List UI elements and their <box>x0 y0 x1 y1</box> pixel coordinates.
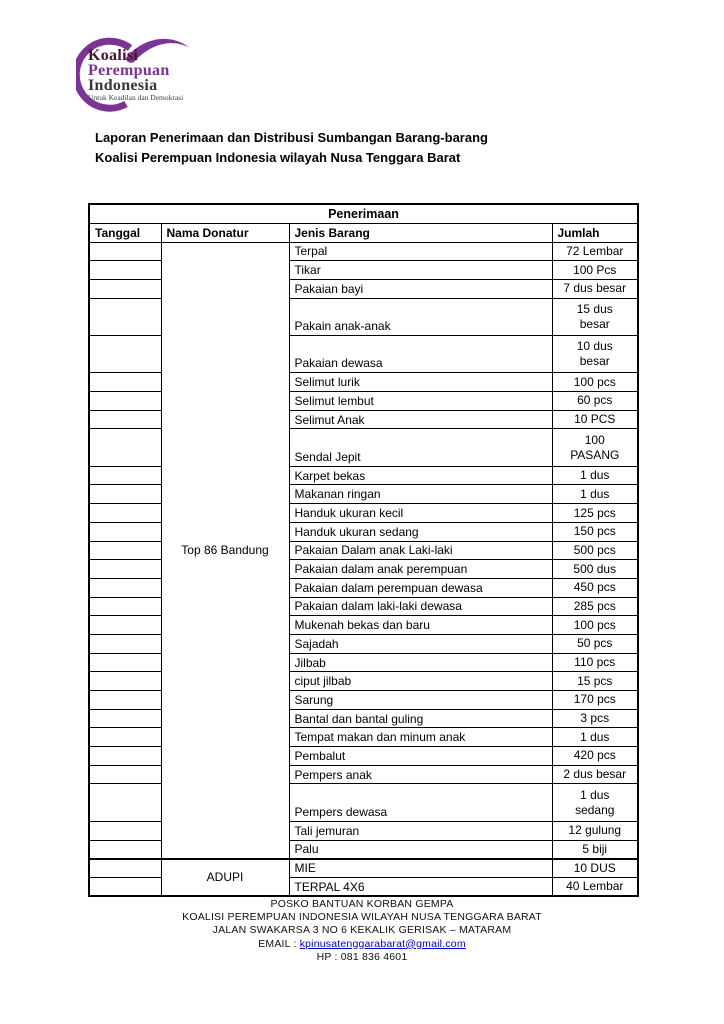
qty-cell: 15 pcs <box>552 672 638 691</box>
tanggal-cell <box>89 541 161 560</box>
item-cell: Makanan ringan <box>289 485 552 504</box>
item-cell: Sendal Jepit <box>289 429 552 466</box>
qty-cell: 100 Pcs <box>552 261 638 280</box>
tanggal-cell <box>89 373 161 392</box>
footer-posko-line: POSKO BANTUAN KORBAN GEMPA <box>270 898 454 910</box>
qty-cell: 100 PASANG <box>552 429 638 466</box>
tanggal-cell <box>89 747 161 766</box>
tanggal-cell <box>89 672 161 691</box>
item-cell: Pembalut <box>289 747 552 766</box>
receipts-table-container <box>88 203 639 897</box>
qty-cell: 170 pcs <box>552 691 638 710</box>
item-cell: MIE <box>289 859 552 878</box>
tanggal-cell <box>89 859 161 878</box>
qty-cell: 500 dus <box>552 560 638 579</box>
item-cell: Sajadah <box>289 634 552 653</box>
tanggal-cell <box>89 728 161 747</box>
tanggal-cell <box>89 279 161 298</box>
tanggal-cell <box>89 335 161 372</box>
item-cell: Pakaian dalam perempuan dewasa <box>289 578 552 597</box>
item-cell: Pakaian bayi <box>289 279 552 298</box>
logo-word-koalisi: Koalisi <box>88 47 139 64</box>
item-cell: TERPAL 4X6 <box>289 877 552 896</box>
report-title-line2: Koalisi Perempuan Indonesia wilayah Nusa Tenggara Barat <box>95 150 461 165</box>
item-cell: Karpet bekas <box>289 466 552 485</box>
qty-cell: 420 pcs <box>552 747 638 766</box>
tanggal-cell <box>89 840 161 859</box>
tanggal-cell <box>89 634 161 653</box>
qty-cell: 100 pcs <box>552 616 638 635</box>
qty-cell: 10 PCS <box>552 410 638 429</box>
tanggal-cell <box>89 691 161 710</box>
item-cell: Tali jemuran <box>289 821 552 840</box>
section-header-row <box>89 204 638 223</box>
qty-cell: 5 biji <box>552 840 638 859</box>
tanggal-cell <box>89 485 161 504</box>
column-header-row <box>89 223 638 242</box>
tanggal-cell <box>89 784 161 821</box>
logo-word-indonesia: Indonesia <box>88 77 158 94</box>
qty-cell: 2 dus besar <box>552 765 638 784</box>
logo-text <box>88 48 183 102</box>
tanggal-cell <box>89 242 161 261</box>
tanggal-cell <box>89 821 161 840</box>
qty-cell: 500 pcs <box>552 541 638 560</box>
tanggal-cell <box>89 429 161 466</box>
qty-cell: 100 pcs <box>552 373 638 392</box>
tanggal-cell <box>89 261 161 280</box>
tanggal-cell <box>89 765 161 784</box>
item-cell: Pakaian dalam anak perempuan <box>289 560 552 579</box>
logo-tagline: Untuk Keadilan dan Demokrasi <box>88 93 184 102</box>
tanggal-cell <box>89 578 161 597</box>
tanggal-cell <box>89 709 161 728</box>
receipts-table <box>88 203 639 897</box>
qty-cell: 1 dus <box>552 728 638 747</box>
column-header-jenis-barang: Jenis Barang <box>289 223 552 242</box>
qty-cell: 72 Lembar <box>552 242 638 261</box>
table-row <box>89 859 638 878</box>
tanggal-cell <box>89 597 161 616</box>
item-cell: Tempat makan dan minum anak <box>289 728 552 747</box>
qty-cell: 1 dus <box>552 466 638 485</box>
tanggal-cell <box>89 653 161 672</box>
qty-cell: 150 pcs <box>552 522 638 541</box>
item-cell: ciput jilbab <box>289 672 552 691</box>
qty-cell: 7 dus besar <box>552 279 638 298</box>
tanggal-cell <box>89 877 161 896</box>
table-body <box>89 242 638 896</box>
qty-cell: 60 pcs <box>552 392 638 411</box>
item-cell: Pempers dewasa <box>289 784 552 821</box>
qty-cell: 1 dus sedang <box>552 784 638 821</box>
item-cell: Pakaian Dalam anak Laki-laki <box>289 541 552 560</box>
item-cell: Tikar <box>289 261 552 280</box>
qty-cell: 15 dus besar <box>552 298 638 335</box>
column-header-nama-donatur: Nama Donatur <box>161 223 289 242</box>
donor-cell: Top 86 Bandung <box>161 242 289 859</box>
qty-cell: 12 gulung <box>552 821 638 840</box>
tanggal-cell <box>89 392 161 411</box>
item-cell: Bantal dan bantal guling <box>289 709 552 728</box>
footer-phone-line: HP : 081 836 4601 <box>316 950 408 963</box>
logo-word-perempuan: Perempuan <box>88 62 170 79</box>
item-cell: Mukenah bekas dan baru <box>289 616 552 635</box>
qty-cell: 10 DUS <box>552 859 638 878</box>
item-cell: Handuk ukuran kecil <box>289 504 552 523</box>
tanggal-cell <box>89 298 161 335</box>
qty-cell: 285 pcs <box>552 597 638 616</box>
item-cell: Terpal <box>289 242 552 261</box>
table-row <box>89 242 638 261</box>
item-cell: Pakaian dewasa <box>289 335 552 372</box>
footer-address-line: JALAN SWAKARSA 3 NO 6 KEKALIK GERISAK – MATARAM <box>212 924 512 937</box>
item-cell: Handuk ukuran sedang <box>289 522 552 541</box>
footer-contact-block <box>0 898 724 964</box>
item-cell: Palu <box>289 840 552 859</box>
qty-cell: 1 dus <box>552 485 638 504</box>
item-cell: Pakaian dalam laki-laki dewasa <box>289 597 552 616</box>
qty-cell: 10 dus besar <box>552 335 638 372</box>
qty-cell: 110 pcs <box>552 653 638 672</box>
tanggal-cell <box>89 522 161 541</box>
item-cell: Selimut lembut <box>289 392 552 411</box>
qty-cell: 50 pcs <box>552 634 638 653</box>
tanggal-cell <box>89 616 161 635</box>
footer-org-line: KOALISI PEREMPUAN INDONESIA WILAYAH NUSA TENGGARA BARAT <box>182 911 542 924</box>
qty-cell: 125 pcs <box>552 504 638 523</box>
item-cell: Pakain anak-anak <box>289 298 552 335</box>
item-cell: Pempers anak <box>289 765 552 784</box>
item-cell: Selimut Anak <box>289 410 552 429</box>
section-header-penerimaan: Penerimaan <box>89 204 638 223</box>
report-title <box>95 128 488 168</box>
column-header-jumlah: Jumlah <box>552 223 638 242</box>
footer-email-line <box>0 938 724 951</box>
tanggal-cell <box>89 410 161 429</box>
tanggal-cell <box>89 504 161 523</box>
qty-cell: 450 pcs <box>552 578 638 597</box>
report-title-line1: Laporan Penerimaan dan Distribusi Sumbangan Barang-barang <box>95 130 488 145</box>
org-logo <box>76 36 196 116</box>
item-cell: Sarung <box>289 691 552 710</box>
donor-cell: ADUPI <box>161 859 289 896</box>
qty-cell: 40 Lembar <box>552 877 638 896</box>
footer-email-link[interactable]: kpinusatenggarabarat@gmail.com <box>299 937 466 950</box>
column-header-tanggal: Tanggal <box>89 223 161 242</box>
tanggal-cell <box>89 466 161 485</box>
footer-email-label: EMAIL : <box>258 937 300 950</box>
item-cell: Selimut lurik <box>289 373 552 392</box>
item-cell: Jilbab <box>289 653 552 672</box>
tanggal-cell <box>89 560 161 579</box>
qty-cell: 3 pcs <box>552 709 638 728</box>
